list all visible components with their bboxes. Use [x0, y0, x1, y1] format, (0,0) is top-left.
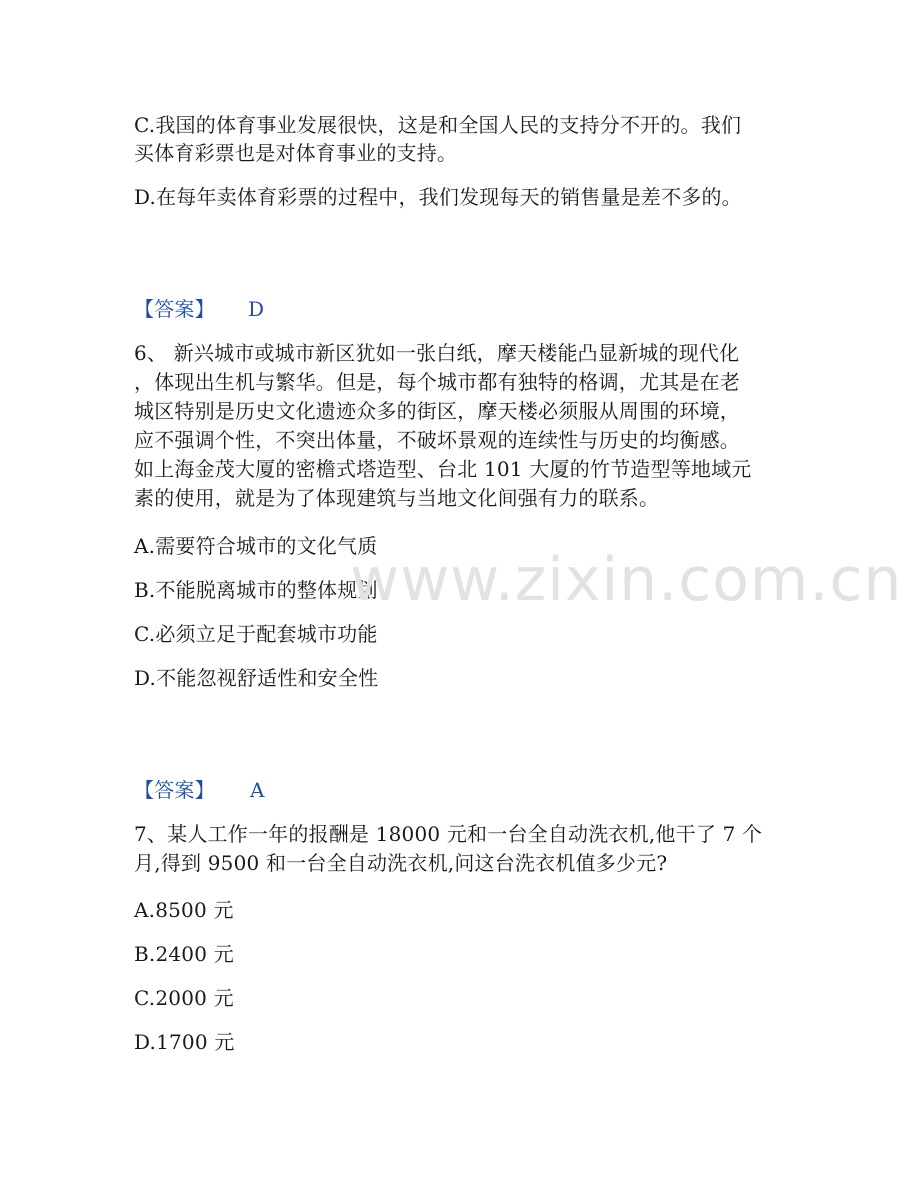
q7-stem-line: 月,得到 9500 和一台全自动洗衣机,问这台洗衣机值多少元? [134, 851, 668, 875]
q6-stem-line: 6、 新兴城市或城市新区犹如一张白纸，摩天楼能凸显新城的现代化 [134, 341, 740, 365]
q5-answer-label: 【答案】 [134, 297, 215, 321]
q6-option-d: D.不能忽视舒适性和安全性 [134, 666, 379, 690]
site-watermark: www.zixin.com.cn [350, 545, 903, 615]
q6-answer-label: 【答案】 [134, 778, 215, 802]
q7-option-c: C.2000 元 [134, 986, 234, 1010]
q6-stem-line: 城区特别是历史文化遗迹众多的街区，摩天楼必须服从周围的环境， [134, 399, 740, 423]
q6-answer-value: A [250, 778, 265, 802]
q7-stem-line: 7、某人工作一年的报酬是 18000 元和一台全自动洗衣机,他干了 7 个 [134, 822, 763, 846]
q6-stem-line: ，体现出生机与繁华。但是，每个城市都有独特的格调，尤其是在老 [134, 370, 740, 394]
q7-option-a: A.8500 元 [134, 898, 234, 922]
q6-stem-line: 应不强调个性，不突出体量，不破坏景观的连续性与历史的均衡感。 [134, 428, 740, 452]
q6-option-c: C.必须立足于配套城市功能 [134, 622, 378, 646]
q5-option-d: D.在每年卖体育彩票的过程中，我们发现每天的销售量是差不多的。 [134, 185, 742, 209]
q6-stem-line: 如上海金茂大厦的密檐式塔造型、台北 101 大厦的竹节造型等地域元 [134, 457, 752, 481]
q6-stem-line: 素的使用，就是为了体现建筑与当地文化间强有力的联系。 [134, 486, 660, 510]
q7-option-b: B.2400 元 [134, 942, 234, 966]
q6-option-a: A.需要符合城市的文化气质 [134, 534, 378, 558]
q7-option-d: D.1700 元 [134, 1030, 235, 1054]
q5-option-c-line1: C.我国的体育事业发展很快，这是和全国人民的支持分不开的。我们 [134, 113, 742, 137]
q5-option-c-line2: 买体育彩票也是对体育事业的支持。 [134, 141, 458, 165]
q5-answer-value: D [248, 297, 265, 321]
q6-option-b: B.不能脱离城市的整体规划 [134, 578, 378, 602]
